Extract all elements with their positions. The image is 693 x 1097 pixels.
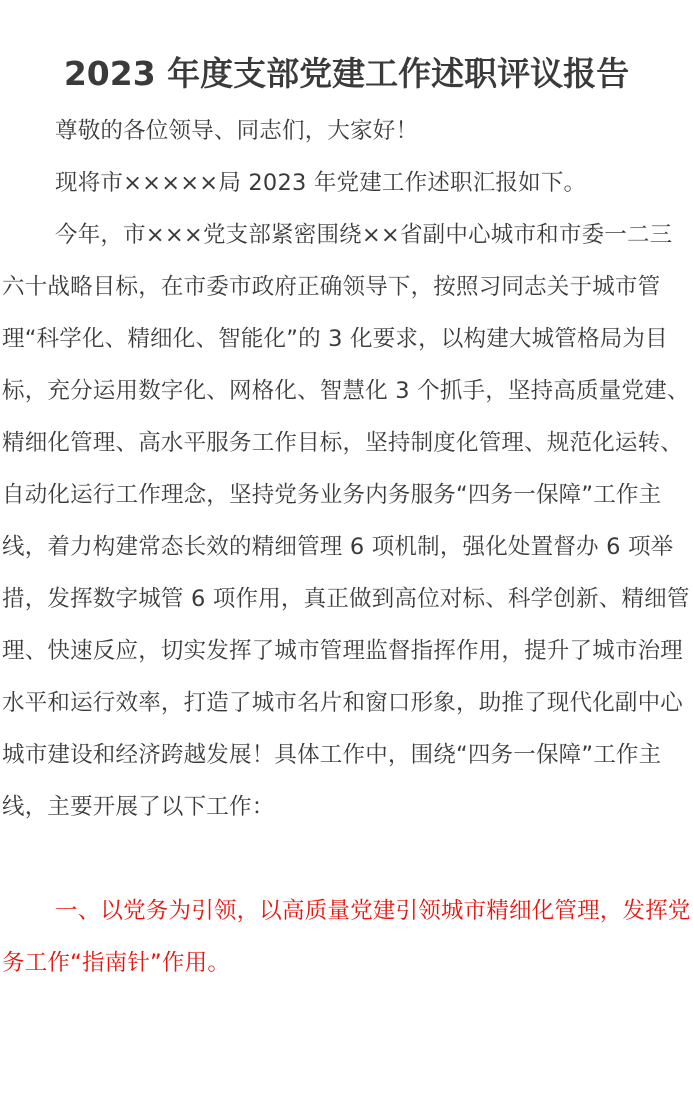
section-heading-1: 一、以党务为引领，以高质量党建引领城市精细化管理，发挥党务工作“指南针”作用。 [2,898,691,976]
document-title: 2023 年度支部党建工作述职评议报告 [63,54,630,94]
summary-paragraph: 今年，市×××党支部紧密围绕××省副中心城市和市委一二三六十战略目标，在市委市政府正确领导下，按照习同志关于城市管理“科学化、精细化、智能化”的 3 化要求，以构建大城管格局为目标，充分运用数字化、网格化、智慧化 3 个抓手，坚持高质量党建、精细化管理、高水平服务工作目标，坚持制度化管理、规范化运转、自动化运行工作理念，坚持党务业务内务服务“四务一保障”工作主线，着力构建常态长效的精细管理 6 项机制，强化处置督办 6 项举措，发挥数字城管 6 项作用，真正做到高位对标、科学创新、精细管理、快速反应，切实发挥了城市管理监督指挥作用，提升了城市治理水平和运行效率，打造了城市名片和窗口形象，助推了现代化副中心城市建设和经济跨越发展！具体工作中，围绕“四务一保障”工作主线，主要开展了以下工作： [2,222,690,820]
greeting-paragraph: 尊敬的各位领导、同志们，大家好！ [55,118,419,144]
intro-paragraph: 现将市×××××局 2023 年党建工作述职汇报如下。 [55,170,587,196]
